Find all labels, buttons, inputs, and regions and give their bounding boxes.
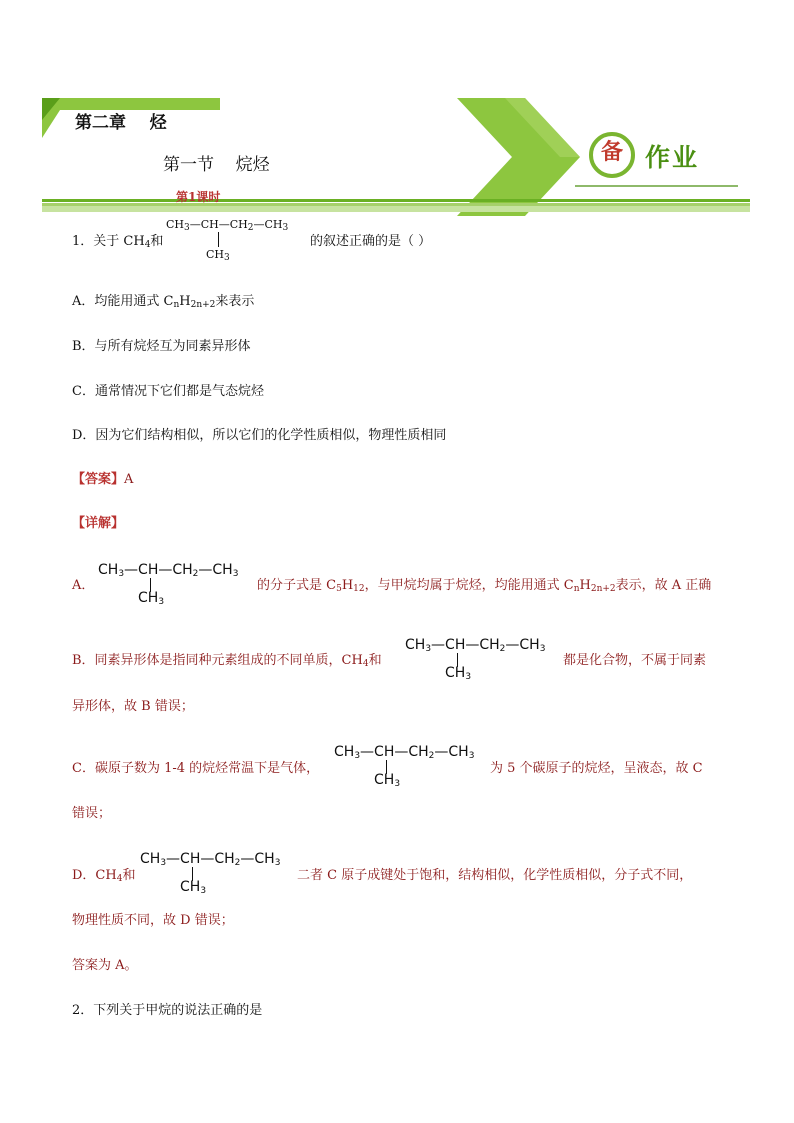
exp-d-line2: 物理性质不同，故 D 错误； [72, 913, 234, 928]
exp-c-text: C．碳原子数为 1-4 的烷烃常温下是气体， [72, 761, 320, 776]
exp-d-text: D．$CH_4$和 [72, 868, 136, 884]
q1-option-a: A．均能用通式 $C_nH_{2n+2}$来表示 [72, 294, 255, 310]
exp-c-line2: 错误； [72, 806, 112, 821]
q1-conclusion: 答案为 A。 [72, 958, 138, 973]
q1-detail-label: 【详解】 [72, 516, 125, 531]
structural-formula-a: $CH_3—CH—CH_2—CH_3$ $CH_3$ [98, 562, 239, 607]
exp-c-text-post: 为 5 个碳原子的烷烃，呈液态，故 C [490, 761, 703, 776]
exp-d-text-post: 二者 C 原子成键处于饱和，结构相似，化学性质相似，分子式不同， [297, 868, 693, 883]
q2-stem: 2．下列关于甲烷的说法正确的是 [72, 1003, 263, 1018]
q1-answer: 【答案】A [72, 472, 134, 487]
q1-stem-prefix: 1．关于 $CH_4$和 [72, 234, 164, 250]
q1-option-c: C．通常情况下它们都是气态烷烃 [72, 384, 264, 399]
q1-option-b: B．与所有烷烃互为同素异形体 [72, 339, 251, 354]
exp-b-text-post: 都是化合物，不属于同素 [563, 653, 707, 668]
badge-char: 备 [600, 140, 623, 165]
section-title: 第一节 烷烃 [163, 155, 270, 175]
exp-b-line2: 异形体，故 B 错误； [72, 699, 194, 714]
structural-formula-d: $CH_3—CH—CH_2—CH_3$ $CH_3$ [140, 851, 281, 896]
lesson-label: 第1课时 [176, 190, 221, 204]
structural-formula-stem: $CH_3—CH—CH_2—CH_3$ $CH_3$ [166, 218, 289, 263]
structural-formula-c: $CH_3—CH—CH_2—CH_3$ $CH_3$ [334, 744, 475, 789]
exp-a-label: A． [72, 578, 95, 593]
q1-option-d: D．因为它们结构相似，所以它们的化学性质相似，物理性质相同 [72, 428, 447, 443]
exp-a-text: 的分子式是 $C_5H_{12}$，与甲烷均属于烷烃，均能用通式 $C_nH_{2n+2}$表示，故 A 正确 [257, 578, 712, 594]
q1-stem-suffix: 的叙述正确的是（ ） [310, 234, 432, 249]
exp-b-text: B．同素异形体是指同种元素组成的不同单质，$CH_4$和 [72, 653, 382, 669]
badge-title: 作业 [645, 143, 700, 172]
chapter-title: 第二章 烃 [75, 113, 167, 133]
structural-formula-b: $CH_3—CH—CH_2—CH_3$ $CH_3$ [405, 637, 546, 682]
